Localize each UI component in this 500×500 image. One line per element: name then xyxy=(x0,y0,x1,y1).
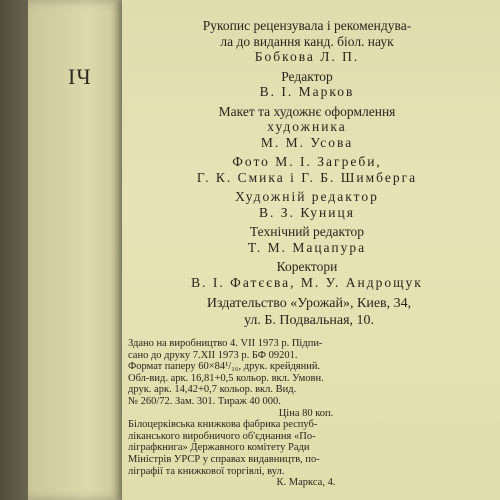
layout-title-line2: художника xyxy=(267,119,347,134)
photo-credit-line2: Г. К. Смика і Г. Б. Шимберга xyxy=(196,169,418,185)
tech-editor-name: Т. М. Мацапура xyxy=(247,239,367,255)
imprint-line: ліграфії та книжкової торгівлі, вул. xyxy=(128,465,285,477)
publisher-line2: ул. Б. Подвальная, 10. xyxy=(243,312,375,328)
imprint-line: ліканського виробничого об'єднання «По- xyxy=(128,430,316,442)
art-editor-title: Художній редактор xyxy=(235,189,379,204)
price-line: Ціна 80 коп. xyxy=(278,407,334,419)
imprint-line: К. Маркса, 4. xyxy=(276,477,336,489)
tech-editor-title: Технічний редактор xyxy=(249,224,365,239)
imprint-line: друк. арк. 14,42+0,7 кольор. вкл. Вид. xyxy=(128,384,297,396)
imprint-line: Міністрів УРСР у справах видавництв, по- xyxy=(128,453,320,465)
publisher-line1: Издательство «Урожай», Киев, 34, xyxy=(206,296,412,311)
proofreaders-names: В. І. Фатєєва, М. У. Андрощук xyxy=(191,274,423,290)
reviewer-text-line1: Рукопис рецензувала і рекомендува- xyxy=(202,18,412,33)
imprint-line: Здано на виробництво 4. VII 1973 р. Підпи- xyxy=(128,338,323,349)
previous-page-text-fragment: ІЧ xyxy=(68,64,92,89)
layout-artist-name: М. М. Усова xyxy=(260,134,354,150)
editor-title: Редактор xyxy=(281,68,333,84)
imprint-line: Обл-вид. арк. 16,81+0,5 кольор. вкл. Умовн. xyxy=(128,372,324,384)
photo-credit-line1: Фото М. І. Загреби, xyxy=(232,154,382,169)
imprint-line: № 260/72. Зам. 301. Тираж 40 000. xyxy=(128,395,281,407)
layout-title-line1: Макет та художнє оформлення xyxy=(218,103,396,119)
credits-section xyxy=(122,18,492,290)
editor-name: В. І. Марков xyxy=(259,84,355,99)
book-page xyxy=(122,0,500,500)
imprint-line: сано до друку 7.XII 1973 р. БФ 09201. xyxy=(128,349,298,361)
art-editor-name: В. З. Куниця xyxy=(259,204,355,220)
background-surface xyxy=(0,0,30,500)
reviewer-text-line2: ла до видання канд. біол. наук xyxy=(220,33,394,49)
imprint-line: Формат паперу 60×84¹/₁₆, друк. крейдяний. xyxy=(128,361,321,373)
proofreaders-title: Коректори xyxy=(276,259,338,274)
reviewer-name: Бобкова Л. П. xyxy=(254,49,360,64)
imprint-line: Білоцерківська книжкова фабрика респуб- xyxy=(128,419,318,431)
imprint-block xyxy=(128,338,484,489)
publisher-address xyxy=(144,296,474,329)
imprint-line: ліграфкнига» Державного комітету Ради xyxy=(128,442,310,454)
